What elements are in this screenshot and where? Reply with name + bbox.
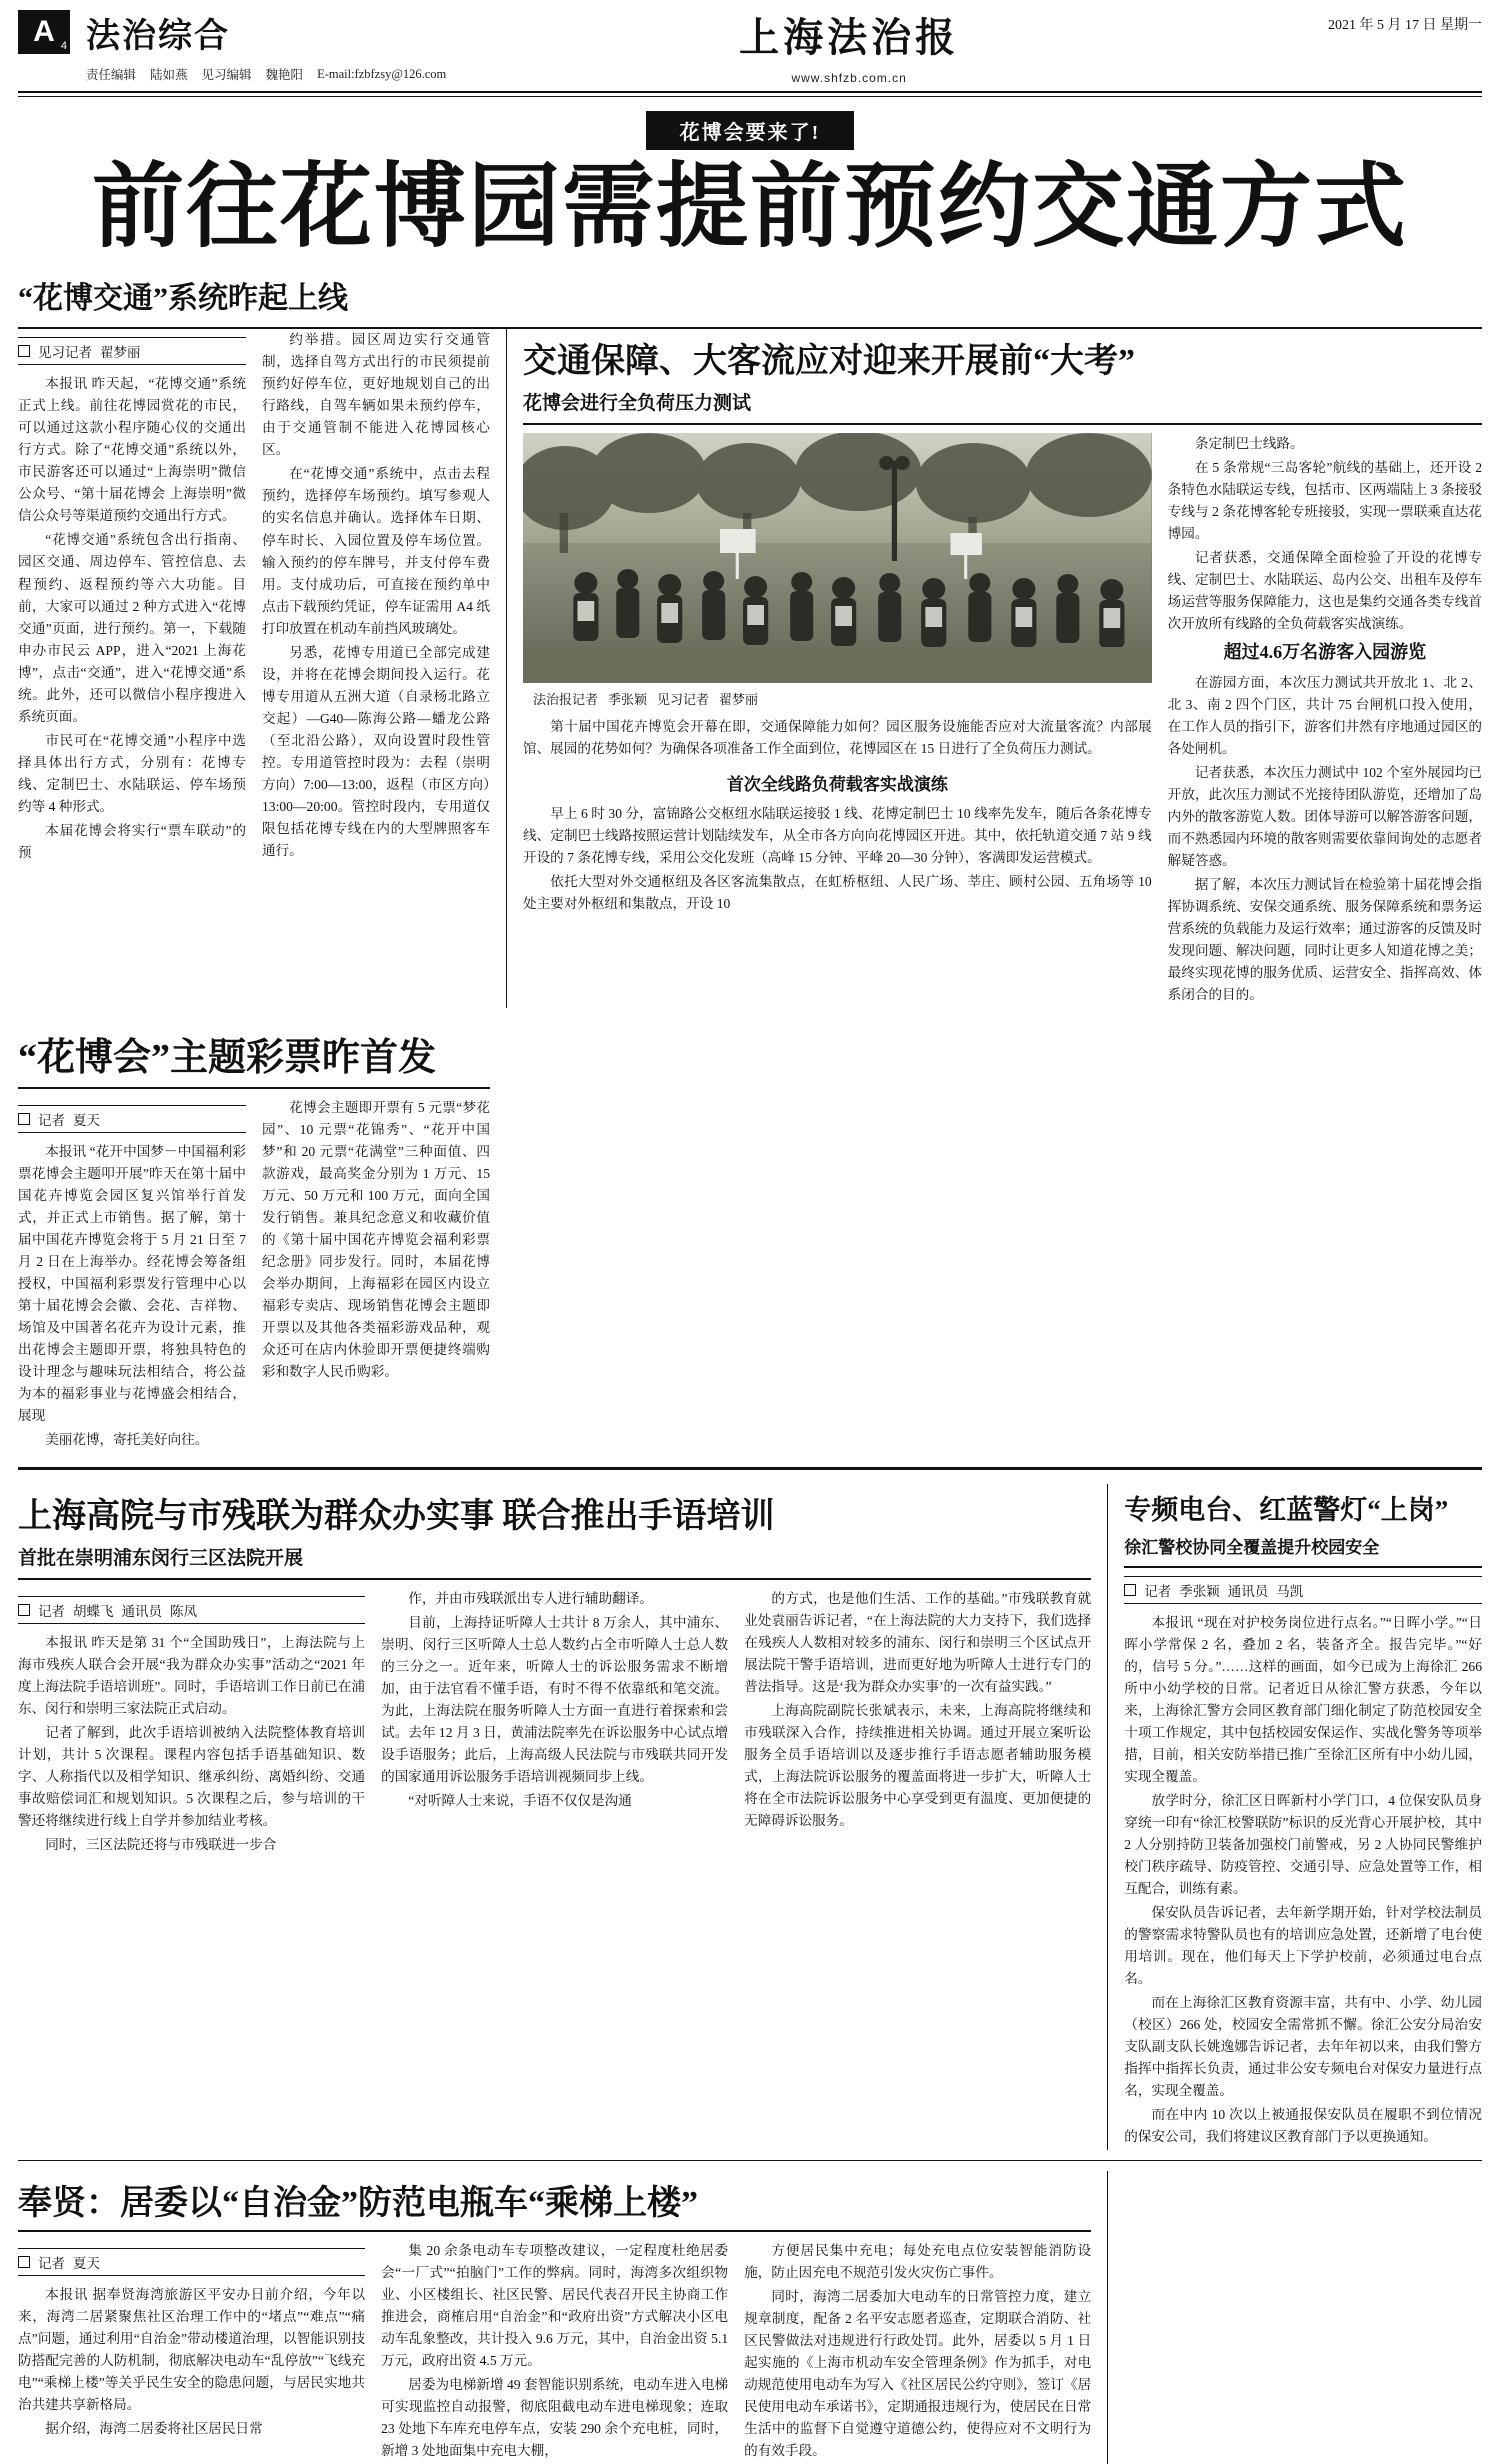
feature-right bbox=[1168, 433, 1482, 1007]
lead-byline-name: 翟梦丽 bbox=[100, 345, 141, 361]
lead-c2-p3: 另悉，花博专用道已全部完成建设，并将在花博会期间投入运行。花博专用道从五洲大道（自录杨北路立交起）—G40—陈海公路—蟠龙公路（至北沿公路），双向设置时段性管控。专用道管控时段为：去程（崇明方向）7:00—13:00，返程（市区方向）13:00—20:00。管控时段内，专用道仅限包括花博专线在内的大型牌照客车通行。 bbox=[262, 644, 490, 858]
feature-left-col1 bbox=[523, 716, 1152, 917]
lottery-p2: 美丽花博，寄托美好向往。 bbox=[45, 1431, 209, 1447]
lottery-columns bbox=[18, 1022, 1482, 1453]
lead-p4: 本届花博会将实行“票车联动”的预 bbox=[18, 822, 246, 860]
lead-p1: 本报讯 昨天起，“花博交通”系统正式上线。前往花博园赏花的市民，可以通过这款小程序随心仪的交通出行方式。除了“花博交通”系统以外，市民游客还可以通过“上海崇明”微信公众号、“第十届花博会 上海崇明”微信公众号等渠道预约交通出行方式。 bbox=[18, 376, 246, 524]
lottery-body bbox=[18, 1022, 490, 1453]
crowd-photo-illustration bbox=[523, 433, 1152, 683]
top-section bbox=[0, 329, 1500, 1007]
fengxian-byline-name: 夏天 bbox=[73, 2256, 100, 2272]
court-col1 bbox=[18, 1588, 365, 1858]
court-p7: 的方式，也是他们生活、工作的基础。”市残联教育就业处袁丽告诉记者，“在上海法院的大力支持下，我们选择在残疾人人数相对较多的浦东、闵行和崇明三个区试点开展法院干警手语培训，进而更好地为听障人士进行专门的普法指导。这是‘我为群众办实事’的一次有益实践。” bbox=[744, 1590, 1092, 1695]
page-badge-number: 4 bbox=[60, 40, 67, 52]
paper-url[interactable]: www.shfzb.com.cn bbox=[791, 71, 907, 85]
xuhui-byline-name-1: 季张颖 bbox=[1179, 1583, 1220, 1599]
issue-date: 2021 年 5 月 17 日 星期一 bbox=[1328, 18, 1482, 33]
lead-p2: “花博交通”系统包含出行指南、园区交通、周边停车、管控信息、去程预约、返程预约等六大功能。目前，大家可以通过 2 种方式进入“花博交通”页面，进行预约。第一，下载随申办市民云 APP，进入“2021 上海花博”，点击“交通”，进入“花博交通”系统。此外，还可以微信小程序搜进入系统页面。 bbox=[18, 532, 246, 724]
feature-r-p3: 记者获悉，交通保障全面检验了开设的花博专线、定制巴士、水陆联运、岛内公交、出租车及停车场运营等服务保障能力，这也是集约交通各类专线首次开放所有线路的全负荷载客实战演练。 bbox=[1167, 550, 1482, 632]
photo-byline-name-2: 翟梦丽 bbox=[719, 692, 759, 708]
fengxian-columns bbox=[18, 2240, 1091, 2464]
kicker-label: 花博会要来了! bbox=[646, 111, 855, 150]
section-title: 法治综合 bbox=[86, 18, 230, 55]
feature-l-p2: 早上 6 时 30 分，富锦路公交枢纽水陆联运接驳 1 线、花博定制巴士 10 线率先发车，随后各条花博专线、定制巴士线路按照运营计划陆续发车，从全市各方向向花博园区开进。其中，依托轨道交通 7 站 9 线开设的 7 条花博专线，采用公交化发班（高峰 15 分钟、平峰 20—30 分钟），客满即发运营模式。 bbox=[523, 806, 1152, 866]
section-head bbox=[86, 8, 446, 83]
court-p4: 作，并由市残联派出专人进行辅助翻译。 bbox=[408, 1590, 653, 1606]
feature-r-p1: 条定制巴士线路。 bbox=[1194, 436, 1304, 452]
feature-r-p5: 记者获悉，本次压力测试中 102 个室外展园均已开放，此次压力测试不光接待团队游览，还增加了岛内外的散客游览人数。团体导游可以解答游客问题，而不熟悉园内环境的散客则需要依靠间询处的志愿者解疑答惑。 bbox=[1167, 764, 1482, 868]
top-columns bbox=[18, 329, 1482, 1007]
fengxian-article bbox=[18, 2171, 1091, 2464]
bullet-square-icon bbox=[18, 345, 30, 357]
main-headline: 前往花博园需提前预约交通方式 bbox=[91, 156, 1408, 258]
xuhui-p4: 而在上海徐汇区教育资源丰富，共有中、小学、幼儿园（校区）266 处，校园安全需常抓不懈。徐汇公安分局治安支队副支队长姚逸娜告诉记者，去年年初以来，由我们警方指挥中指挥长负责，通过非公安专频电台对保安力量进行点名，实现全覆盖。 bbox=[1124, 1995, 1482, 2099]
lead-column-2 bbox=[262, 329, 490, 1007]
photo-byline-name-1: 季张颖 bbox=[608, 692, 648, 708]
column-divider-2 bbox=[1107, 1484, 1108, 2150]
section-divider-1 bbox=[18, 1467, 1482, 1470]
court-byline-name-2: 陈凤 bbox=[170, 1603, 197, 1619]
fengxian-right-spacer bbox=[1124, 2171, 1482, 2464]
lead-c2-p2: 在“花博交通”系统中，点击去程预约，选择停车场预约。填写参观人的实名信息并确认。选择体车日期、停车时长、入园位置及停车场位置。输入预约的停车牌号，并支付停车费用。支付成功后，可直接在预约单中点击下载预约凭证，停车证需用 A4 纸打印放置在机动车前挡风玻璃处。 bbox=[262, 466, 490, 636]
column-divider-1 bbox=[506, 329, 507, 1007]
court-article bbox=[18, 1484, 1091, 2150]
feature-right-head: 超过4.6万名游客入园游览 bbox=[1223, 641, 1427, 662]
xuhui-subtitle: 徐汇警校协同全覆盖提升校园安全 bbox=[1124, 1537, 1380, 1557]
xuhui-article bbox=[1124, 1484, 1482, 2150]
xuhui-rule bbox=[1124, 1566, 1482, 1568]
lottery-rule bbox=[18, 1087, 490, 1089]
section-divider-2 bbox=[18, 2160, 1482, 2161]
lottery-p3: 花博会主题即开票有 5 元票“梦花园”、10 元票“花锦秀”、“花开中国梦”和 20 元票“花满堂”三种面值、四款游戏，最高奖金分别为 1 万元、15 万元、50 万元和 100 万元，面向全国发行销售。兼具纪念意义和收藏价值的《第十届中国花卉博览会福利彩票纪念册》同步发行。同时，本届花博会举办期间，上海福彩在园区内设立福彩专卖店、现场销售花博会主题即开票以及其他各类福彩游戏品种，观众还可在店内休验即开票便捷终端购彩和数字人民币购彩。 bbox=[262, 1099, 490, 1379]
xuhui-p1: 本报讯 “现在对护校务岗位进行点名。”“日晖小学。”“日晖小学常保 2 名，叠加 2 名，装备齐全。报告完毕。”“好的，信号 5 分。”……这样的画面，如今已成为上海徐汇 266 所中小幼学校的日常。记者近日从徐汇警方获悉，今年以来，上海徐汇警方会同区教育部门细化制定了防范校园安全十项工作规定，其中包括校园安保运作、实战化警务等项举措，目前，相关安防举措已推广至徐汇区所有中小幼儿园，实现全覆盖。 bbox=[1124, 1614, 1482, 1785]
lead-c2-p1: 约举措。园区周边实行交通管制，选择自驾方式出行的市民须提前预约好停车位，更好地规划自己的出行路线，自驾车辆如果未预约停车，由于交通管制不能进入花博园核心区。 bbox=[262, 332, 490, 458]
editor-label: 责任编辑 bbox=[86, 68, 137, 82]
xuhui-byline-name-2: 马凯 bbox=[1276, 1583, 1304, 1599]
court-p5: 目前，上海持证听障人士共计 8 万余人，其中浦东、崇明、闵行三区听障人士总人数约占全市听障人士总人数的三分之一。近年来，听障人士的诉讼服务需求不断增加，由于法官看不懂手语，有时不得不依靠纸和笔交流。为此，上海法院在服务听障人士方面一直进行着探索和尝试。去年 12 月 3 日，黄浦法院率先在诉讼服务中心试点增设手语服务；此后，上海高级人民法院与市残联共同开发的国家通用诉讼服务手语培训视频同步上线。 bbox=[381, 1614, 729, 1785]
feature-title: 交通保障、大客流应对迎来开展前“大考” bbox=[523, 343, 1135, 381]
fengxian-p7: 同时，海湾二居委加大电动车的日常管控力度，建立规章制度，配备 2 名平安志愿者巡查，定期联合消防、社区民警做法对违规进行行政处罚。此外，居委以 5 月 1 日起实施的《上海市机动车安全管理条例》作为抓手，对电动规范使用电动车为写入《社区居民公约守则》，签订《居民使用电动车承诺书》，定期通报违规行为，使居民在日常生活中的监督下自觉遵守道德公约，使得应对不文明行为的有效手段。 bbox=[744, 2289, 1092, 2459]
court-col2 bbox=[381, 1588, 728, 1858]
middle-section bbox=[0, 1484, 1500, 2150]
court-p6: “对听障人士来说，手语不仅仅是沟通 bbox=[408, 1793, 632, 1809]
fengxian-section bbox=[0, 2171, 1500, 2464]
page-badge-wrap bbox=[18, 10, 72, 54]
lottery-col2 bbox=[262, 1097, 490, 1453]
lottery-title: “花博会”主题彩票昨首发 bbox=[18, 1036, 437, 1079]
feature-mid-title: 首次全线路负荷载客实战演练 bbox=[726, 775, 948, 795]
court-byline-label-1: 记者 bbox=[38, 1603, 65, 1619]
feature-subtitle: 花博会进行全负荷压力测试 bbox=[523, 393, 752, 415]
feature-photo bbox=[523, 433, 1152, 683]
bullet-square-icon bbox=[18, 2256, 30, 2268]
photo-byline bbox=[523, 689, 1152, 708]
column-divider-3 bbox=[1107, 2171, 1108, 2464]
lottery-inner bbox=[18, 1097, 490, 1453]
feature-r-p6: 据了解，本次压力测试旨在检验第十届花博会指挥协调系统、安保交通系统、服务保障系统和票务运营系统的负载能力及运行效率；通过游客的反馈及时发现问题、解决问题，同时让更多人知道花博之美；最终实现花博的服务优质、运营安全、指挥高效、体系闭合的目的。 bbox=[1167, 876, 1482, 1002]
xuhui-p3: 保安队员告诉记者，去年新学期开始，针对学校法制员的警察需求特警队员也有的培训应急处置，还新增了电台使用培训。现在，他们每天上下学护校前，必须通过电台点名。 bbox=[1124, 1905, 1482, 1987]
fengxian-p2: 据介绍，海湾二居委将社区居民日常 bbox=[45, 2421, 263, 2437]
lottery-byline-name: 夏天 bbox=[73, 1112, 100, 1128]
intern-name: 魏艳阳 bbox=[265, 68, 304, 82]
fengxian-col1 bbox=[18, 2240, 365, 2464]
fengxian-byline bbox=[18, 2248, 365, 2276]
kicker-row bbox=[0, 111, 1500, 150]
lottery-byline bbox=[18, 1105, 246, 1133]
bullet-square-icon bbox=[1124, 1584, 1136, 1596]
court-columns bbox=[18, 1588, 1091, 1858]
paper-name: 上海法治报 bbox=[739, 15, 960, 60]
transport-feature bbox=[523, 329, 1482, 1007]
court-subtitle: 首批在崇明浦东闵行三区法院开展 bbox=[18, 1547, 304, 1569]
fengxian-wrap bbox=[18, 2171, 1482, 2464]
fengxian-rule bbox=[18, 2230, 1091, 2232]
court-byline-label-2: 通讯员 bbox=[121, 1603, 162, 1619]
feature-l-p3: 依托大型对外交通枢纽及各区客流集散点，在虹桥枢纽、人民广场、莘庄、顾村公园、五角场等 10 处主要对外枢纽和集散点，开设 10 bbox=[523, 874, 1152, 912]
lottery-section bbox=[0, 1022, 1500, 1453]
page-badge bbox=[18, 10, 70, 54]
xuhui-p5: 而在中内 10 次以上被通报保安队员在履职不到位情况的保安公司，我们将建议区教育部门予以更换通知。 bbox=[1124, 2107, 1482, 2145]
court-rule bbox=[18, 1578, 1091, 1580]
court-p2: 记者了解到，此次手语培训被纳入法院整体教育培训计划，共计 5 次课程。课程内容包括手语基础知识、数字、人称指代以及相学知识、继承纠纷、离婚纠纷、交通事故赔偿词汇和规划知识。5 次课程之后，参与培训的干警还将继续进行线上自学并参加结业考核。 bbox=[18, 1725, 366, 1829]
feature-left-columns bbox=[523, 716, 1152, 917]
feature-r-p2: 在 5 条常规“三岛客轮”航线的基础上，还开设 2 条特色水陆联运专线，包括市、区两端陆上 3 条接驳专线与 2 条花博客轮专班接驳，实现一票联乘直达花博园。 bbox=[1167, 460, 1482, 542]
lottery-p1: 本报讯 “花开中国梦－中国福利彩票花博会主题叩开展”昨天在第十届中国花卉博览会园区复兴馆举行首发式，并正式上市销售。据了解，第十届中国花卉博览会将于 5 月 21 日至 7 月 2 日在上海举办。经花博会筹备组授权，中国福利彩票发行管理中心以第十届花博会会徽、会花、吉祥物、场馆及中国著名花卉为设计元素，推出花博会主题即开票，将独具特色的设计理念与趣味玩法相结合，将公益为本的福彩事业与花博盛会相结合，展现 bbox=[18, 1143, 246, 1423]
middle-columns bbox=[18, 1484, 1482, 2150]
lottery-col1 bbox=[18, 1097, 246, 1453]
masthead bbox=[0, 0, 1500, 85]
section-meta bbox=[86, 65, 446, 83]
court-p1: 本报讯 昨天是第 31 个“全国助残日”，上海法院与上海市残疾人联合会开展“我为群众办实事”活动之“2021 年度上海法院手语培训班”。同时，手语培训工作日前已在浦东、闵行和崇明三家法院正式启动。 bbox=[18, 1634, 366, 1716]
court-byline bbox=[18, 1596, 365, 1624]
photo-byline-label-2: 见习记者 bbox=[657, 692, 710, 708]
email-address: E-mail:fzbfzsy@126.com bbox=[317, 66, 447, 81]
lottery-spacer bbox=[506, 1022, 1482, 1453]
feature-left bbox=[523, 433, 1152, 1007]
court-byline-name-1: 胡蝶飞 bbox=[73, 1603, 114, 1619]
fengxian-col3 bbox=[744, 2240, 1091, 2464]
masthead-rule bbox=[18, 91, 1482, 93]
xuhui-p2: 放学时分，徐汇区日晖新村小学门口，4 位保安队员身穿统一印有“徐汇校警联防”标识的反光背心开展护校，其中 2 人分别持防卫装备加强校门前警戒，另 2 人协同民警维护校门秩序疏导、防疫管控、交通引导、应急处置等工作，相互配合，训练有素。 bbox=[1124, 1793, 1482, 1897]
xuhui-title: 专频电台、红蓝警灯“上岗” bbox=[1124, 1494, 1449, 1525]
editor-name: 陆如燕 bbox=[150, 68, 188, 82]
feature-rule bbox=[523, 423, 1482, 425]
fengxian-col2 bbox=[381, 2240, 728, 2464]
lead-p3: 市民可在“花博交通”小程序中选择具体出行方式，分别有：花博专线、定制巴士、水陆联运、停车场预约等 4 种形式。 bbox=[18, 732, 246, 814]
lead-byline bbox=[18, 337, 246, 365]
fengxian-p6: 方便居民集中充电；每处充电点位安装智能消防设施，防止因充电不规范引发火灾伤亡事件。 bbox=[744, 2243, 1092, 2281]
intern-label: 见习编辑 bbox=[201, 68, 252, 82]
court-col3 bbox=[744, 1588, 1091, 1858]
lottery-byline-label: 记者 bbox=[38, 1112, 65, 1128]
feature-r-p4: 在游园方面，本次压力测试共开放北 1、北 2、北 3、南 2 四个门区，共计 75 台闸机口投入使用，在工作人员的指引下，游客们井然有序地通过园区的各处闸机。 bbox=[1167, 674, 1482, 756]
lead-column-1 bbox=[18, 329, 246, 1007]
xuhui-byline-label-1: 记者 bbox=[1144, 1583, 1172, 1599]
paper-title-block bbox=[446, 6, 1252, 85]
fengxian-p1: 本报讯 据奉贤海湾旅游区平安办日前介绍，今年以来，海湾二居紧聚焦社区治理工作中的“堵点”“难点”“痛点”问题，通过利用“自治金”带动楼道治理，以智能识别技防搭配完善的人防机制，彻底解决电动车“乱停放”“飞线充电”“乘梯上楼”等关乎民生安全的隐患问题，与居民实地共治共建共享新格局。 bbox=[18, 2287, 366, 2413]
bullet-square-icon bbox=[18, 1604, 30, 1616]
lead-byline-label: 见习记者 bbox=[38, 345, 92, 361]
masthead-rule-thin bbox=[18, 96, 1482, 97]
court-title: 上海高院与市残联为群众办实事 联合推出手语培训 bbox=[18, 1497, 775, 1535]
court-p3: 同时，三区法院还将与市残联进一步合 bbox=[45, 1837, 277, 1853]
fengxian-p4: 居委为电梯新增 49 套智能识别系统，电动车进入电梯可实现监控自动报警，彻底阻截电动车进电梯现象；连取 23 处地下车库充电停车点，安装 290 余个充电桩，同时，新增 3 处地面集中充电大棚， bbox=[381, 2377, 729, 2459]
bullet-square-icon bbox=[18, 1113, 30, 1125]
court-p8: 上海高院副院长张斌表示，未来，上海高院将继续和市残联深入合作，持续推进相关协调。通过开展立案听讼服务全员手语培训以及逐步推行手语志愿者辅助服务模式，上海法院诉讼服务的覆盖面将进一步扩大，听障人士将在全市法院诉讼服务中心享受到更有温度、更加便捷的无障碍诉讼服务。 bbox=[744, 1703, 1092, 1829]
photo-byline-label-1: 法治报记者 bbox=[533, 692, 599, 708]
fengxian-p3: 集 20 余条电动车专项整改建议，一定程度杜绝居委会“一厂式”“拍脑门”工作的弊病。同时，海湾多次组织物业、小区楼组长、社区民警、居民代表召开民主协商工作推进会，商榷启用“自治金”和“政府出资”方式解决小区电动车乱象整改，共计投入 9.6 万元，其中，自治金出资 5.1 万元，政府出资 4.5 万元。 bbox=[381, 2243, 729, 2369]
fengxian-title: 奉贤：居委以“自治金”防范电瓶车“乘梯上楼” bbox=[18, 2185, 698, 2223]
xuhui-byline bbox=[1124, 1576, 1482, 1604]
page-badge-letter: A bbox=[33, 15, 55, 48]
feature-l-p1: 第十届中国花卉博览会开幕在即，交通保障能力如何？园区服务设施能否应对大流量客流？内部展馆、展园的花势如何？为确保各项准备工作全面到位，花博园区在 15 日进行了全负荷压力测试。 bbox=[523, 719, 1152, 757]
main-subheadline: “花博交通”系统昨起上线 bbox=[18, 282, 348, 316]
fengxian-byline-label: 记者 bbox=[38, 2256, 65, 2272]
feature-body bbox=[523, 433, 1482, 1007]
xuhui-byline-label-2: 通讯员 bbox=[1227, 1583, 1269, 1599]
